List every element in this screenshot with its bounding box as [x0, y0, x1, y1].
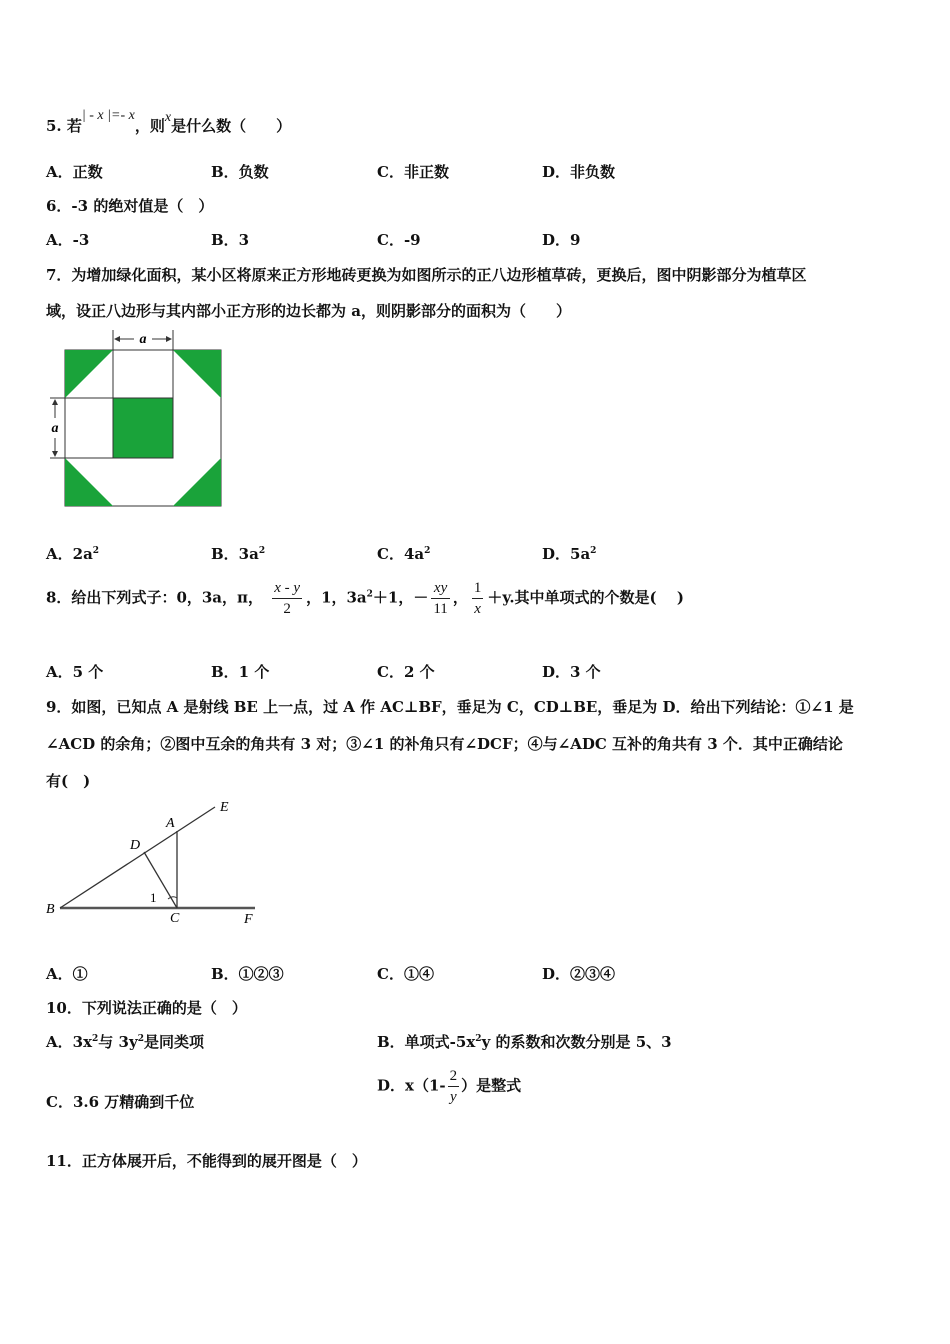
q7-label-top-a: a [139, 332, 147, 347]
q5-option-a[interactable]: A．正数 [46, 163, 103, 181]
q6-option-b[interactable]: B．3 [211, 231, 250, 249]
q9-stem-line2: ∠ACD 的余角；②图中互余的角共有 3 对；③∠1 的补角只有∠DCF；④与∠ADC 互补的角共有 3 个．其中正确结论 [46, 735, 843, 753]
q8-option-a[interactable]: A．5 个 [46, 663, 104, 681]
q5-var-x: x [164, 110, 172, 125]
q9-option-a[interactable]: A．① [46, 965, 88, 983]
q8-stem: 8．给出下列式子：0，3a，π， $\frac{x - y}{2}$ ，1，$3a^2+1$，－ $\frac{xy}{11}$ ， $\frac{1}{x}$ ＋y.其中单项式的个数是( ) [46, 580, 684, 617]
q8-fraction-2: $\frac{xy}{11}$ [433, 580, 448, 617]
q5-option-d[interactable]: D．非负数 [542, 163, 616, 181]
q8-fraction-1: $\frac{x - y}{2}$ [274, 580, 301, 617]
q5-number: 5. [46, 117, 62, 135]
q7-option-b[interactable]: B．$3a^2$ [211, 545, 266, 563]
q5-stem: 5. 若| - x |=- x，则x是什么数（ ） [46, 108, 292, 135]
q9-stem-line3: 有( ) [46, 772, 91, 790]
q8-option-c[interactable]: C．2 个 [377, 663, 435, 681]
q9-option-b[interactable]: B．①②③ [211, 965, 284, 983]
q10-fraction: $\frac{2}{y}$ [449, 1068, 458, 1105]
q9-ray-BE [60, 807, 215, 908]
q7-option-c[interactable]: C．$4a^2$ [377, 545, 431, 563]
q7-inner-square [113, 398, 173, 458]
q6-stem: 6．-3 的绝对值是（ ） [46, 197, 214, 215]
q8-option-d[interactable]: D．3 个 [542, 663, 601, 681]
q10-option-b[interactable]: B．单项式$-5x^2y$ 的系数和次数分别是 5、3 [377, 1033, 672, 1051]
q9-stem-line1: 9．如图，已知点 A 是射线 BE 上一点，过 A 作 AC⊥BF，垂足为 C，CD⊥BE，垂足为 D．给出下列结论：①∠1 是 [46, 698, 854, 716]
q9-option-c[interactable]: C．①④ [377, 965, 434, 983]
q7-label-left-a: a [51, 421, 59, 436]
svg-text:F: F [244, 912, 253, 927]
q7-option-a[interactable]: A．$2a^2$ [46, 545, 100, 563]
svg-text:A: A [166, 816, 175, 831]
q10-option-d[interactable]: D．x（1- $\frac{2}{y}$ ）是整式 [377, 1068, 522, 1105]
q5-option-b[interactable]: B．负数 [211, 163, 269, 181]
svg-text:1: 1 [150, 890, 157, 905]
q10-option-a[interactable]: A．$3x^2$与 $3y^2$是同类项 [46, 1033, 204, 1051]
svg-text:D: D [130, 838, 141, 853]
q5-option-c[interactable]: C．非正数 [377, 163, 449, 181]
q8-option-b[interactable]: B．1 个 [211, 663, 270, 681]
q7-stem-line1: 7．为增加绿化面积，某小区将原来正方形地砖更换为如图所示的正八边形植草砖，更换后，图中阴影部分为植草区 [46, 266, 807, 284]
svg-text:B: B [46, 902, 55, 917]
q9-segment-CD [144, 852, 177, 908]
q8-fraction-3: $\frac{1}{x}$ [473, 580, 482, 617]
q10-stem: 10．下列说法正确的是（ ） [46, 999, 247, 1017]
q9-geometry-figure [40, 795, 265, 930]
q5-abs-expression: | - x |=- x [81, 108, 135, 123]
q6-option-c[interactable]: C．-9 [377, 231, 421, 249]
q10-option-c[interactable]: C．3.6 万精确到千位 [46, 1093, 195, 1111]
q9-option-d[interactable]: D．②③④ [542, 965, 616, 983]
q6-option-a[interactable]: A．-3 [46, 231, 90, 249]
q7-octagon-figure [40, 330, 230, 512]
q7-stem-line2: 域，设正八边形与其内部小正方形的边长都为 a，则阴影部分的面积为（ ） [46, 302, 571, 320]
q7-option-d[interactable]: D．$5a^2$ [542, 545, 597, 563]
svg-text:E: E [220, 800, 229, 815]
svg-text:C: C [170, 911, 180, 926]
q6-option-d[interactable]: D．9 [542, 231, 581, 249]
q11-stem: 11．正方体展开后，不能得到的展开图是（ ） [46, 1152, 367, 1170]
